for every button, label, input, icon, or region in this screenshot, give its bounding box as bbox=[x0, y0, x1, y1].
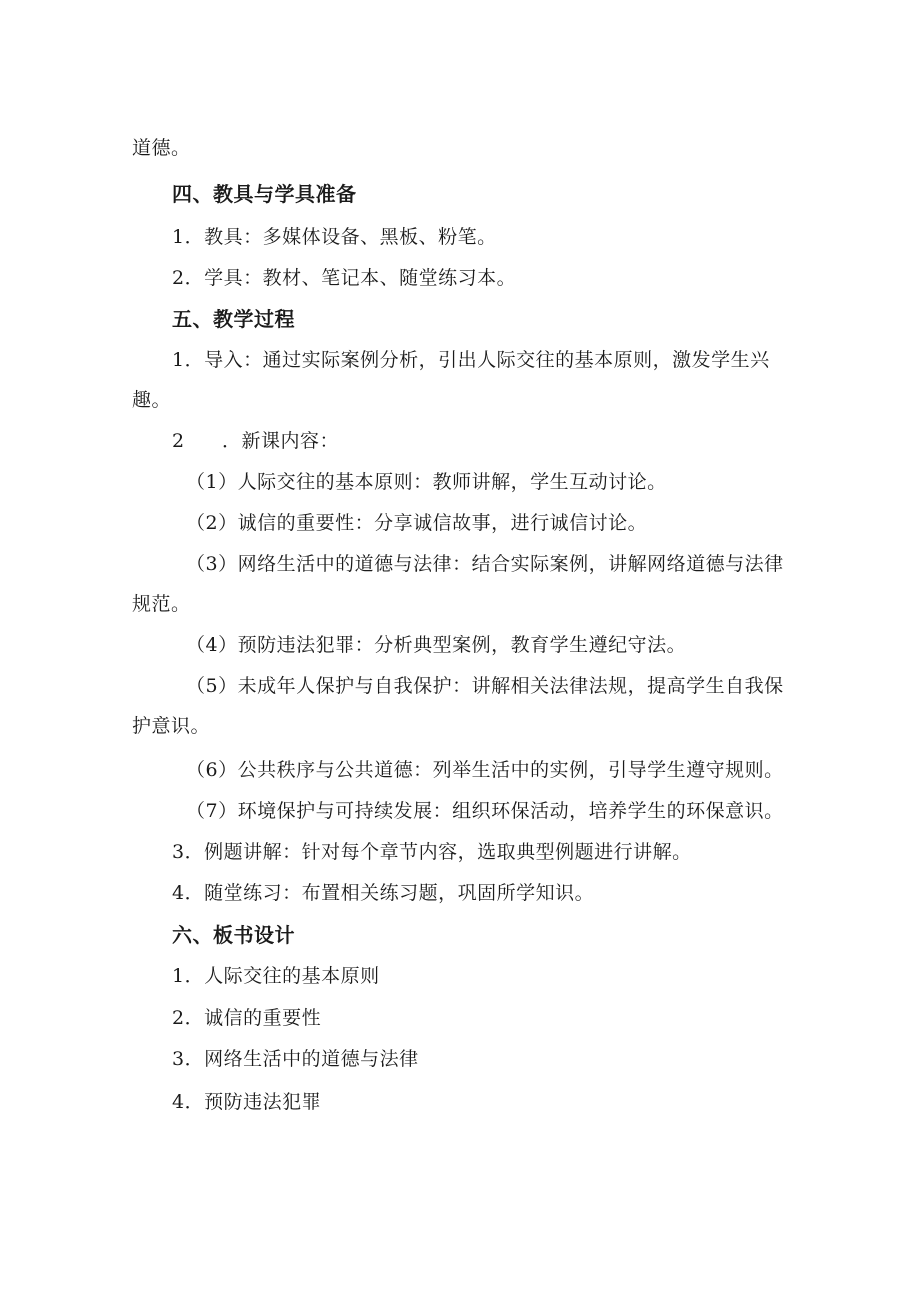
item-number: 2 bbox=[172, 430, 185, 452]
section-5-item-4: 4．随堂练习：布置相关练习题，巩固所学知识。 bbox=[172, 882, 595, 904]
sub-item-2: （2）诚信的重要性：分享诚信故事，进行诚信讨论。 bbox=[186, 512, 648, 534]
section-5-item-2 bbox=[172, 429, 339, 453]
section-5-heading: 五、教学过程 bbox=[172, 307, 295, 331]
sub-item-7: （7）环境保护与可持续发展：组织环保活动，培养学生的环保意识。 bbox=[186, 800, 784, 822]
sub-item-6: （6）公共秩序与公共道德：列举生活中的实例，引导学生遵守规则。 bbox=[186, 759, 784, 781]
sub-item-4: （4）预防违法犯罪：分析典型案例，教育学生遵纪守法。 bbox=[186, 634, 687, 656]
section-6-item-3: 3．网络生活中的道德与法律 bbox=[172, 1048, 419, 1070]
section-4-heading: 四、教具与学具准备 bbox=[172, 182, 357, 206]
section-6-item-2: 2．诚信的重要性 bbox=[172, 1007, 322, 1029]
sub-item-5-line-1: （5）未成年人保护与自我保护：讲解相关法律法规，提高学生自我保 bbox=[186, 675, 784, 697]
section-5-item-1-line-1: 1．导入：通过实际案例分析，引出人际交往的基本原则，激发学生兴 bbox=[172, 349, 770, 371]
section-4-item-2: 2．学具：教材、笔记本、随堂练习本。 bbox=[172, 267, 517, 289]
section-4-item-1: 1．教具：多媒体设备、黑板、粉笔。 bbox=[172, 226, 497, 248]
section-5-item-1-line-2: 趣。 bbox=[132, 389, 172, 411]
section-6-heading: 六、板书设计 bbox=[172, 923, 295, 947]
sub-item-3-line-2: 规范。 bbox=[132, 593, 191, 615]
section-6-item-4: 4．预防违法犯罪 bbox=[172, 1091, 322, 1113]
sub-item-1: （1）人际交往的基本原则：教师讲解，学生互动讨论。 bbox=[186, 471, 667, 493]
item-text: ．新课内容： bbox=[222, 430, 340, 452]
section-5-item-3: 3．例题讲解：针对每个章节内容，选取典型例题进行讲解。 bbox=[172, 841, 692, 863]
sub-item-3-line-1: （3）网络生活中的道德与法律：结合实际案例，讲解网络道德与法律 bbox=[186, 553, 784, 575]
sub-item-5-line-2: 护意识。 bbox=[132, 715, 211, 737]
continuation-text: 道德。 bbox=[132, 137, 191, 159]
section-6-item-1: 1．人际交往的基本原则 bbox=[172, 965, 380, 987]
